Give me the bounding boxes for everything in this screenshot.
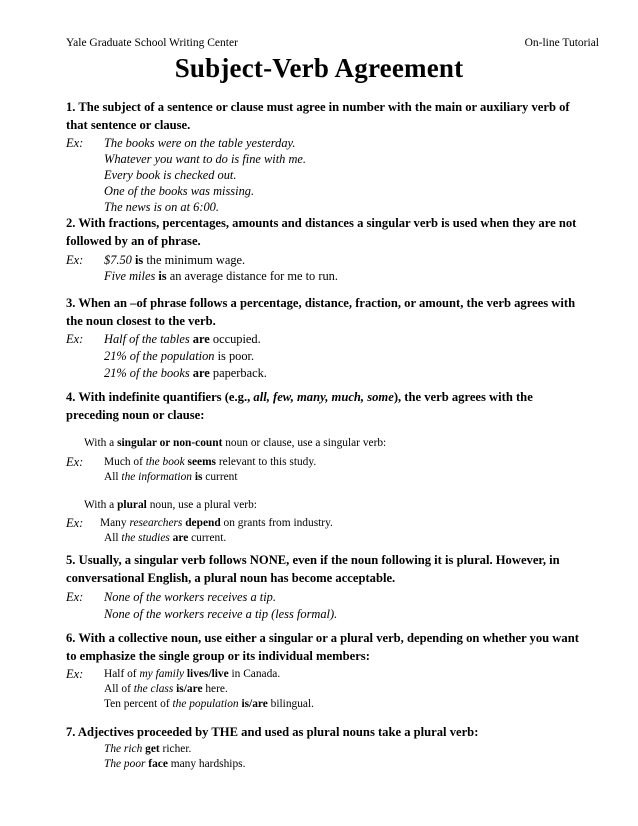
example-line bbox=[104, 742, 586, 757]
text-run: the class bbox=[133, 683, 174, 695]
text-run: face bbox=[145, 758, 168, 770]
rule-4-intro-singular bbox=[84, 437, 386, 449]
text-run: noun or clause, use a singular verb: bbox=[222, 437, 387, 449]
text-run: ), the verb agrees with the preceding noun or clause: bbox=[66, 390, 533, 422]
text-run: are bbox=[189, 366, 210, 380]
example-label: Ex: bbox=[66, 667, 84, 681]
text-run: Ten percent of bbox=[104, 698, 173, 710]
text-run: All of bbox=[104, 683, 134, 695]
text-run: lives/live bbox=[184, 668, 229, 680]
example-line bbox=[104, 455, 586, 470]
text-run: researchers bbox=[129, 517, 183, 529]
text-run: richer. bbox=[159, 743, 192, 755]
text-run: occupied. bbox=[209, 332, 261, 346]
rule-1-examples bbox=[66, 135, 586, 215]
rule-5: 5. Usually, a singular verb follows NONE, even if the noun following it is plural. However, in conversational English, a plural noun has become acceptable. bbox=[66, 553, 560, 585]
example-label: Ex: bbox=[66, 516, 84, 530]
text-run: is/are bbox=[238, 698, 268, 710]
text-run: on grants from industry. bbox=[220, 517, 333, 529]
text-run: current bbox=[202, 471, 238, 483]
text-run: Much of bbox=[104, 456, 146, 468]
rule-4-intro-plural bbox=[84, 499, 257, 511]
text-run: is bbox=[131, 253, 144, 267]
text-run: here. bbox=[202, 683, 228, 695]
example-line: One of the books was missing. bbox=[104, 184, 255, 198]
example-line bbox=[100, 516, 586, 531]
text-run: paperback. bbox=[209, 366, 267, 380]
example-line bbox=[104, 348, 586, 365]
rule-5-examples bbox=[66, 589, 586, 623]
text-run: current. bbox=[188, 532, 227, 544]
text-run: plural bbox=[117, 499, 147, 511]
rule-3-examples bbox=[66, 331, 586, 382]
example-label: Ex: bbox=[66, 136, 84, 150]
text-run: seems bbox=[184, 456, 216, 468]
text-run: $7.50 bbox=[104, 253, 132, 267]
text-run: get bbox=[142, 743, 160, 755]
rule-6: 6. With a collective noun, use either a singular or a plural verb, depending on whether you want to emphasize the single group or its individual members: bbox=[66, 631, 579, 663]
example-label: Ex: bbox=[66, 590, 84, 604]
text-run: With a bbox=[84, 437, 118, 449]
text-run: are bbox=[189, 332, 210, 346]
page-title: Subject-Verb Agreement bbox=[174, 53, 464, 83]
text-run: singular or non-count bbox=[117, 437, 223, 449]
example-line bbox=[104, 531, 586, 546]
example-label: Ex: bbox=[66, 455, 84, 469]
example-line bbox=[104, 252, 586, 268]
text-run: 21% of the books bbox=[104, 366, 190, 380]
example-line bbox=[104, 757, 586, 772]
text-run: The rich bbox=[104, 743, 143, 755]
text-run: All bbox=[104, 471, 122, 483]
rule-7-examples bbox=[66, 742, 586, 772]
text-run: an average distance for me to run. bbox=[166, 269, 338, 283]
rule-6-examples bbox=[66, 667, 586, 712]
text-run: Half of the tables bbox=[104, 332, 190, 346]
example-label: Ex: bbox=[66, 253, 84, 267]
rule-7: 7. Adjectives proceeded by THE and used as plural nouns take a plural verb: bbox=[66, 725, 479, 739]
example-line bbox=[104, 365, 586, 382]
rule-4 bbox=[66, 389, 586, 424]
text-run: in Canada. bbox=[228, 668, 281, 680]
example-line bbox=[104, 268, 586, 284]
text-run: With a bbox=[84, 499, 118, 511]
example-line: None of the workers receives a tip. bbox=[104, 590, 276, 604]
text-run: the information bbox=[121, 471, 192, 483]
rule-2-examples bbox=[66, 252, 586, 284]
text-run: The poor bbox=[104, 758, 146, 770]
text-run: the minimum wage. bbox=[143, 253, 246, 267]
rule-1: 1. The subject of a sentence or clause must agree in number with the main or auxiliary verb of that sentence or clause. bbox=[66, 100, 570, 132]
text-run: 21% of the population bbox=[104, 349, 215, 363]
rule-2: 2. With fractions, percentages, amounts and distances a singular verb is used when they are not followed by an of phrase. bbox=[66, 216, 577, 248]
text-run: my family bbox=[139, 668, 185, 680]
rule-4-examples-singular bbox=[66, 455, 586, 485]
text-run: all, few, many, much, some bbox=[253, 390, 394, 404]
text-run: is bbox=[191, 471, 203, 483]
example-line bbox=[104, 331, 586, 348]
text-run: the studies bbox=[121, 532, 170, 544]
text-run: Half of bbox=[104, 668, 140, 680]
text-run: 4. With indefinite quantifiers (e.g., bbox=[66, 390, 254, 404]
example-line: Whatever you want to do is fine with me. bbox=[104, 152, 307, 166]
header-org: Yale Graduate School Writing Center bbox=[66, 37, 238, 49]
text-run: depend bbox=[182, 517, 221, 529]
text-run: poor. bbox=[225, 349, 255, 363]
text-run: is/are bbox=[173, 683, 203, 695]
example-label: Ex: bbox=[66, 332, 84, 346]
example-line: The books were on the table yesterday. bbox=[104, 136, 296, 150]
example-line bbox=[104, 470, 586, 485]
example-line: The news is on at 6:00. bbox=[104, 200, 219, 214]
example-line: None of the workers receive a tip (less formal). bbox=[104, 607, 338, 621]
example-line bbox=[104, 667, 586, 682]
text-run: the book bbox=[145, 456, 185, 468]
text-run: is bbox=[155, 269, 167, 283]
header-tutorial: On-line Tutorial bbox=[524, 37, 599, 49]
text-run: noun, use a plural verb: bbox=[146, 499, 257, 511]
rule-3: 3. When an –of phrase follows a percentage, distance, fraction, or amount, the verb agrees with the noun closest to the verb. bbox=[66, 296, 576, 328]
text-run: the population bbox=[172, 698, 239, 710]
text-run: relevant to this study. bbox=[216, 456, 317, 468]
text-run: All bbox=[104, 532, 122, 544]
example-line bbox=[104, 697, 586, 712]
rule-4-examples-plural bbox=[66, 516, 586, 546]
text-run: are bbox=[169, 532, 189, 544]
text-run: Five miles bbox=[104, 269, 156, 283]
text-run: is bbox=[214, 349, 226, 363]
example-line: Every book is checked out. bbox=[104, 168, 237, 182]
text-run: many hardships. bbox=[167, 758, 246, 770]
example-line bbox=[104, 682, 586, 697]
text-run: bilingual. bbox=[267, 698, 315, 710]
text-run: Many bbox=[100, 517, 130, 529]
